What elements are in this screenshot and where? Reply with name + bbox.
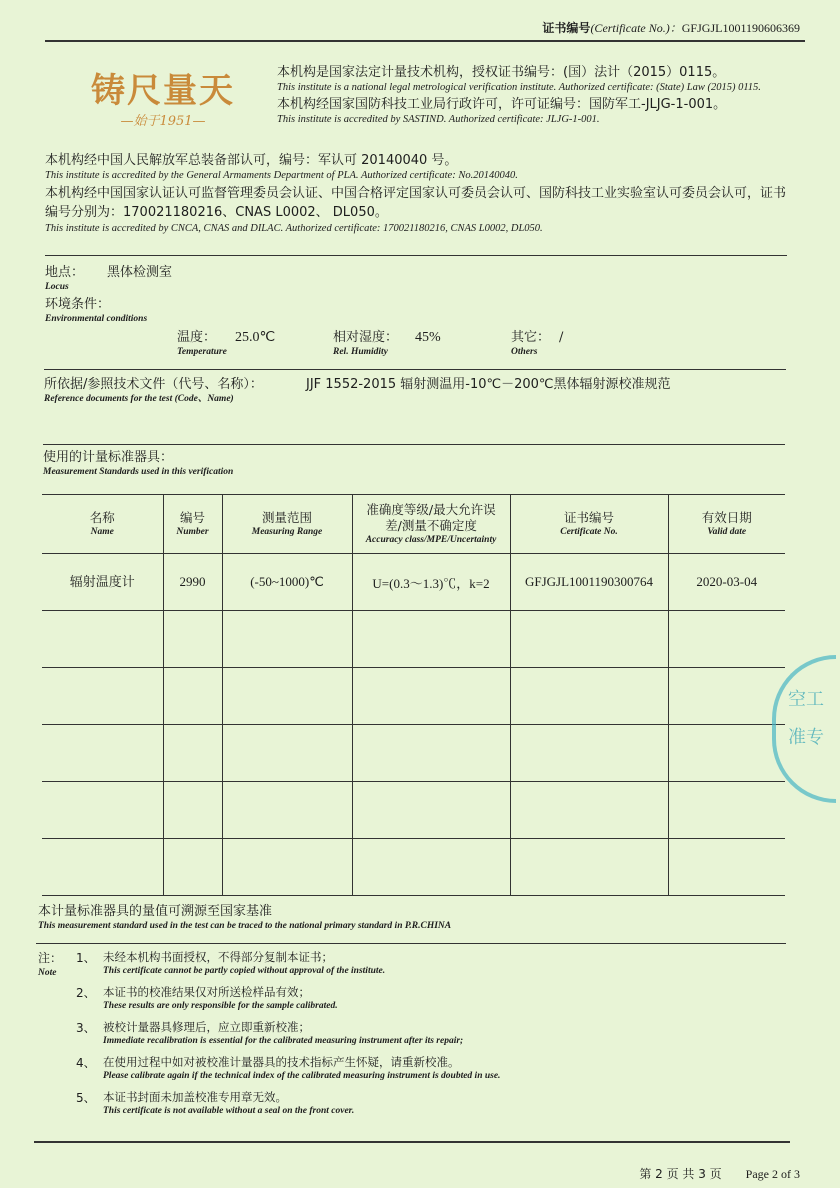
note-item: 4、 在使用过程中如对被校准计量器具的技术指标产生怀疑，请重新校准。 Please calibrate again if the technical index of the calibrated measuring instrument is doubted in use. bbox=[76, 1055, 501, 1081]
traceability-cn: 本计量标准器具的量值可溯源至国家基准 bbox=[38, 904, 273, 919]
cell-range: (-50~1000)℃ bbox=[222, 554, 352, 611]
cert-no-value: GFJGJL1001190606369 bbox=[681, 21, 800, 35]
accreditation-cn: 本机构经中国国家认证认可监督管理委员会认证、中国合格评定国家认可委员会认可、国防科技工业实验室认可委员会认可，证书编号分别为：170021180216、CNAS L0002、 DL050。 bbox=[45, 186, 787, 220]
conditions-section bbox=[45, 264, 785, 358]
table-row-empty bbox=[42, 725, 785, 782]
others-label-en: Others bbox=[511, 347, 538, 357]
locus-value: 黑体检测室 bbox=[107, 265, 173, 280]
reference-row bbox=[44, 376, 786, 405]
cert-no-label-en: (Certificate No.)： bbox=[590, 21, 682, 35]
locus-label: 地点： bbox=[45, 265, 85, 280]
column-header: 名称 Name bbox=[42, 495, 163, 554]
page-footer bbox=[639, 1166, 800, 1183]
cert-no-label: 证书编号 bbox=[542, 21, 591, 35]
locus-row bbox=[45, 264, 785, 293]
others-value: / bbox=[559, 330, 564, 345]
logo bbox=[78, 70, 248, 130]
column-header: 有效日期 Valid date bbox=[668, 495, 785, 554]
temperature-label: 温度： bbox=[177, 330, 217, 345]
reference-label-en: Reference documents for the test (Code、Name) bbox=[44, 394, 234, 404]
environment-row bbox=[177, 329, 785, 358]
accreditation-cn: 本机构是国家法定计量技术机构，授权证书编号：(国）法计（2015）0115。 bbox=[277, 65, 726, 80]
table-row-empty bbox=[42, 668, 785, 725]
traceability-en: This measurement standard used in the test can be traced to the national primary standard in P.R.CHINA bbox=[38, 921, 452, 931]
notes-label-en: Note bbox=[38, 968, 57, 978]
certificate-number bbox=[542, 20, 800, 37]
note-item: 3、 被校计量器具修理后，应立即重新校准； Immediate recalibration is essential for the calibrated measuring instrument after its repair; bbox=[76, 1020, 464, 1046]
table-row-empty bbox=[42, 611, 785, 668]
note-item: 5、 本证书封面未加盖校准专用章无效。 This certificate is not available without a seal on the front cover. bbox=[76, 1090, 355, 1116]
environment-label-en: Environmental conditions bbox=[45, 314, 148, 324]
table-row-empty bbox=[42, 839, 785, 896]
standards-label: 使用的计量标准器具： bbox=[43, 450, 174, 465]
cell-certificate: GFJGJL1001190300764 bbox=[510, 554, 668, 611]
accreditation-block-bottom bbox=[45, 152, 790, 235]
table-row-empty bbox=[42, 782, 785, 839]
accreditation-en: This institute is accredited by the General Armaments Department of PLA. Authorized certificate: No.20140040. bbox=[45, 170, 518, 181]
accreditation-block-top bbox=[277, 64, 787, 126]
divider bbox=[36, 943, 786, 944]
table-row bbox=[42, 554, 785, 611]
standards-heading bbox=[43, 449, 233, 478]
notes-section bbox=[38, 950, 778, 1125]
notes-label: 注： bbox=[38, 951, 63, 965]
temperature-label-en: Temperature bbox=[177, 347, 227, 357]
others-label: 其它： bbox=[511, 330, 551, 345]
divider bbox=[44, 369, 786, 370]
stamp-text: 准专 bbox=[788, 727, 824, 748]
column-header: 编号 Number bbox=[163, 495, 222, 554]
divider bbox=[45, 40, 805, 42]
temperature-value: 25.0℃ bbox=[235, 330, 276, 345]
divider bbox=[45, 255, 787, 256]
standards-table bbox=[42, 494, 785, 896]
humidity-label: 相对湿度： bbox=[333, 330, 399, 345]
traceability bbox=[38, 903, 451, 932]
stamp-text: 空工 bbox=[788, 689, 824, 710]
accreditation-en: This institute is a national legal metrological verification institute. Authorized certificate: (State) Law (2015) 0115. bbox=[277, 82, 761, 93]
standards-label-en: Measurement Standards used in this verification bbox=[43, 467, 234, 477]
logo-subtitle: —始于1951— bbox=[120, 114, 206, 129]
column-header: 证书编号 Certificate No. bbox=[510, 495, 668, 554]
accreditation-cn: 本机构经国家国防科技工业局行政许可，许可证编号：国防军工-JLJG-1-001。 bbox=[277, 97, 727, 112]
reference-label: 所依据/参照技术文件（代号、名称）： bbox=[44, 377, 263, 392]
logo-title: 铸尺量天 bbox=[91, 71, 235, 111]
cell-valid-date: 2020-03-04 bbox=[668, 554, 785, 611]
page-number-en: Page 2 of 3 bbox=[745, 1167, 800, 1181]
cell-name: 辐射温度计 bbox=[42, 554, 163, 611]
notes-list bbox=[76, 950, 778, 1125]
reference-value: JJF 1552-2015 辐射测温用-10℃－200℃黑体辐射源校准规范 bbox=[306, 377, 671, 392]
page-number-cn: 第 2 页 共 3 页 bbox=[639, 1167, 722, 1181]
table-header-row bbox=[42, 495, 785, 554]
accreditation-cn: 本机构经中国人民解放军总装备部认可，编号：军认可 20140040 号。 bbox=[45, 153, 458, 168]
cell-accuracy: U=(0.3～1.3)℃，k=2 bbox=[352, 554, 510, 611]
column-header: 准确度等级/最大允许误差/测量不确定度 Accuracy class/MPE/Uncertainty bbox=[352, 495, 510, 554]
locus-label-en: Locus bbox=[45, 282, 69, 292]
accreditation-en: This institute is accredited by SASTIND. Authorized certificate: JLJG-1-001. bbox=[277, 114, 600, 125]
environment-label: 环境条件： bbox=[45, 297, 111, 312]
divider bbox=[34, 1141, 790, 1143]
cell-number: 2990 bbox=[163, 554, 222, 611]
note-item: 2、 本证书的校准结果仅对所送检样品有效； These results are only responsible for the sample calibrated. bbox=[76, 985, 338, 1011]
divider bbox=[43, 444, 785, 445]
column-header: 测量范围 Measuring Range bbox=[222, 495, 352, 554]
humidity-label-en: Rel. Humidity bbox=[333, 347, 388, 357]
humidity-value: 45% bbox=[415, 330, 441, 345]
note-item: 1、 未经本机构书面授权，不得部分复制本证书； This certificate cannot be partly copied without approval of the institute. bbox=[76, 950, 386, 976]
accreditation-en: This institute is accredited by CNCA, CNAS and DILAC. Authorized certificate: 170021180216, CNAS L0002, DL050. bbox=[45, 223, 543, 234]
